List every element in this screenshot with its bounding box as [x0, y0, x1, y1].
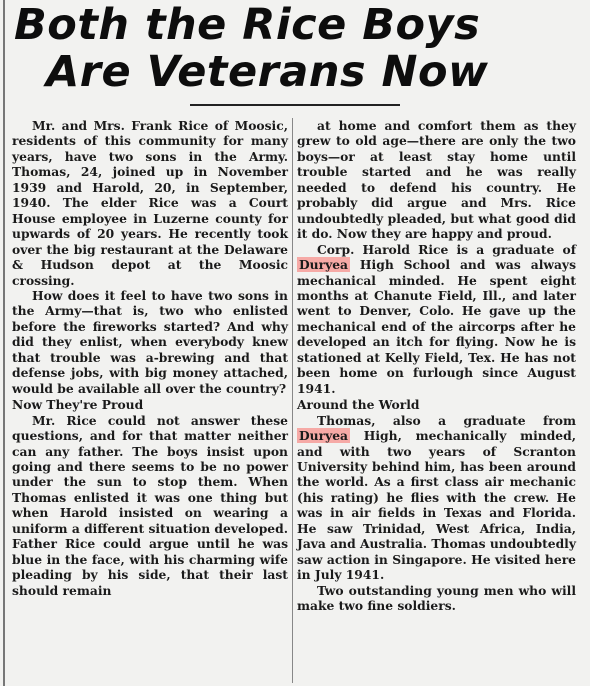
- paragraph: Mr. Rice could not answer these questions, and for that matter neither can any father. The boys insist upon going and there seems to be no power under the sun to stop them. When Thomas enlisted it was one thing but when Harold insisted on wearing a uniform a different situation developed. Father Rice could argue until he was blue in the face, with his charming wife pleading by his side, that their last should remain: [12, 412, 288, 598]
- paragraph: Two outstanding young men who will make two fine soldiers.: [297, 582, 576, 614]
- headline-line-2: Are Veterans Now: [46, 47, 489, 97]
- text-run: Thomas, also a graduate from: [317, 412, 576, 428]
- headline: [0, 2, 590, 96]
- highlighted-term: Duryea: [299, 428, 349, 444]
- paragraph: [297, 413, 576, 583]
- text-run: High, mechanically minded, and with two years of Scranton University behind him, has been around the world. As a first class air mechanic (his rating) he flies with the crew. He was in air fields in Texas and Florida. He saw Trinidad, West Africa, India, Java and Australia. Thomas undoubtedly saw action in Singapore. He visited here in July 1941.: [297, 428, 576, 583]
- paragraph: Mr. and Mrs. Frank Rice of Moosic, residents of this community for many years, have two sons in the Army. Thomas, 24, joined up in November 1939 and Harold, 20, in September, 1940. The elder Rice was a Court House employee in Luzerne county for upwards of 20 years. He recently took over the big restaurant at the Delaware & Hudson depot at the Moosic crossing.: [12, 118, 288, 288]
- subhead: Now They're Proud: [12, 397, 144, 413]
- paragraph: [297, 242, 576, 397]
- headline-line-1: Both the Rice Boys: [14, 0, 481, 50]
- right-column: [297, 118, 576, 614]
- headline-rule: [190, 104, 400, 106]
- subhead: Around the World: [297, 397, 420, 413]
- left-column: [12, 118, 288, 598]
- clipping-edge: [3, 0, 5, 686]
- highlighted-term: Duryea: [299, 257, 349, 273]
- paragraph: How does it feel to have two sons in the Army—that is, two who enlisted before the fireworks started? And why did they enlist, when everybody knew that trouble was a-brewing and that defense jobs, with big money attached, would be available all over the country?: [12, 287, 288, 396]
- text-run: Corp. Harold Rice is a graduate of: [317, 241, 576, 257]
- text-run: High School and was always mechanical minded. He spent eight months at Chanute Field, Ill., and later went to Denver, Colo. He gave up the mechanical end of the aircorps after he developed an itch for flying. Now he is stationed at Kelly Field, Tex. He has not been home on furlough since August 1941.: [297, 257, 576, 396]
- paragraph: at home and comfort them as they grew to old age—there are only the two boys—or at least stay home until trouble started and he was really needed to defend his country. He probably did argue and Mrs. Rice undoubtedly pleaded, but what good did it do. Now they are happy and proud.: [297, 118, 576, 242]
- column-divider: [292, 118, 293, 683]
